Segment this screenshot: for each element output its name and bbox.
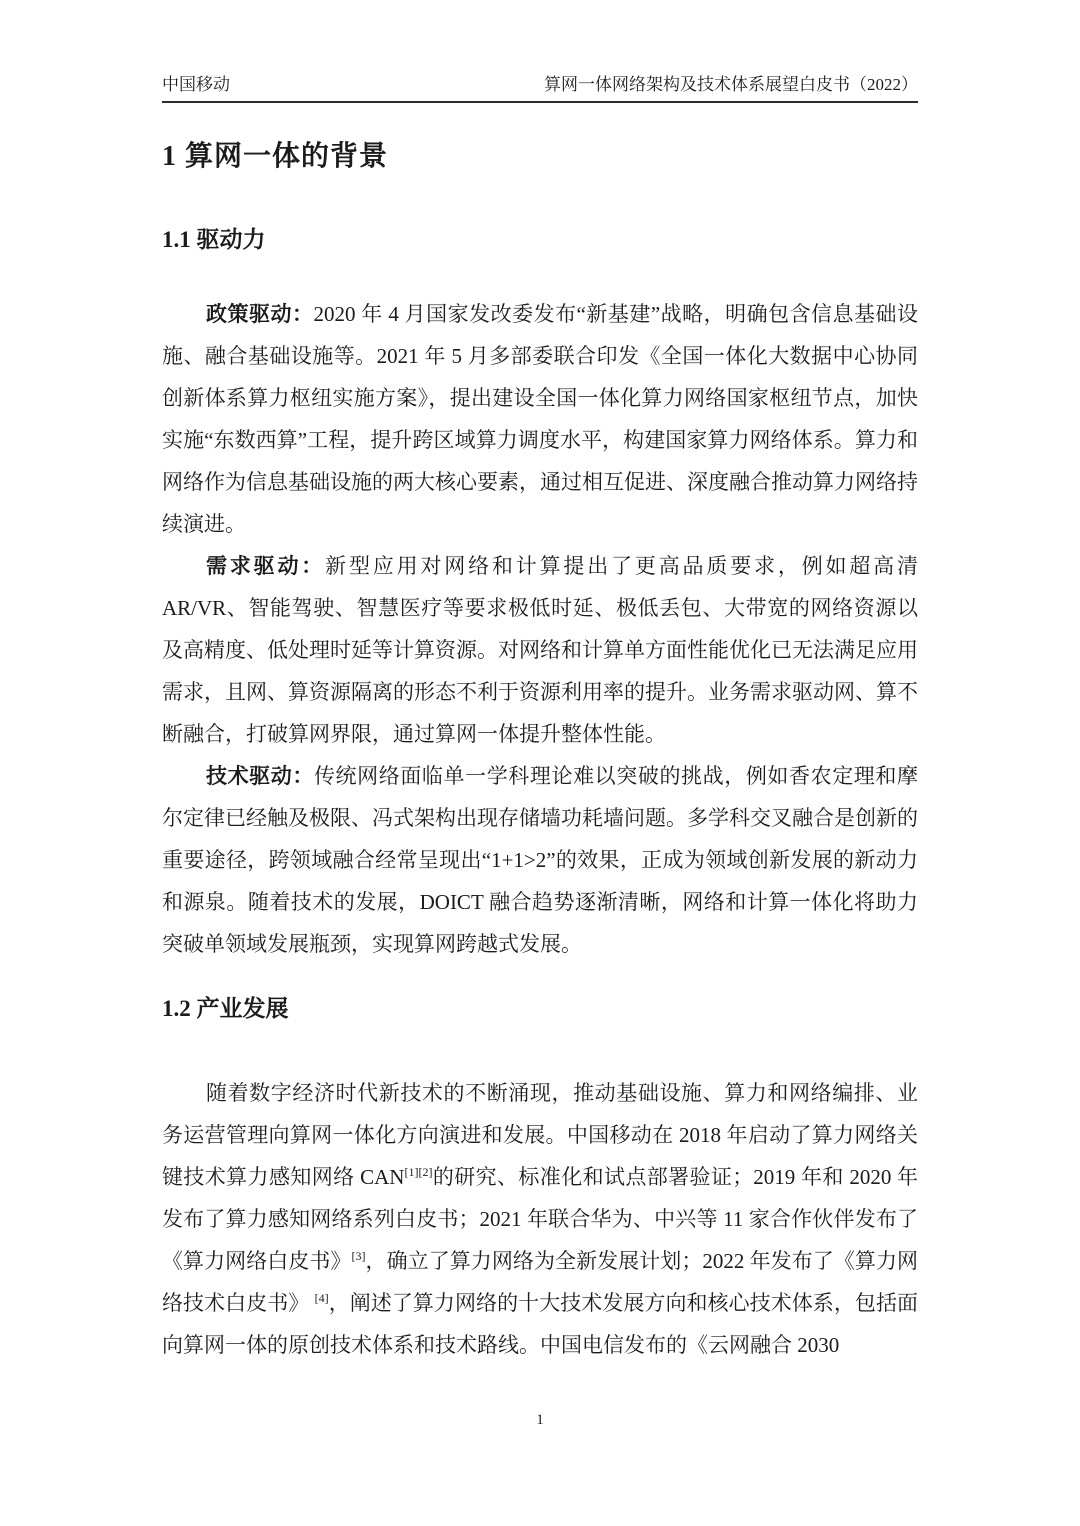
paragraph-technology-driver [162, 755, 918, 965]
paragraph-text-technology: 传统网络面临单一学科理论难以突破的挑战，例如香农定理和摩尔定律已经触及极限、冯式架构出现存储墙功耗墙问题。多学科交叉融合是创新的重要途径，跨领域融合经常呈现出“1+1>2”的效果，正成为领域创新发展的新动力和源泉。随着技术的发展，DOICT 融合趋势逐渐清晰，网络和计算一体化将助力突破单领域发展瓶颈，实现算网跨越式发展。 [162, 764, 918, 956]
paragraph-text-industry: 的研究、标准化和试点部署验证；2019 年和 2020 年发布了算力感知网络系列白皮书；2021 年联合华为、中兴等 11 家合作伙伴发布了《算力网络白皮书》 [162, 1165, 918, 1273]
citation-superscript: [4] [314, 1291, 329, 1305]
section-title-1-2: 1.2 产业发展 [162, 996, 289, 1021]
header-right-text: 算网一体网络架构及技术体系展望白皮书（2022） [544, 75, 918, 94]
page-header [162, 0, 918, 103]
paragraph-demand-driver [162, 545, 918, 755]
page-footer [162, 1412, 918, 1429]
page-number: 1 [536, 1412, 544, 1428]
citation-superscript: [1][2] [404, 1165, 433, 1179]
paragraph-text-industry: ，阐述了算力网络的十大技术发展方向和核心技术体系，包括面向算网一体的原创技术体系和技术路线。中国电信发布的《云网融合 2030 [162, 1291, 918, 1357]
section-title-1-1: 1.1 驱动力 [162, 227, 266, 252]
paragraph-text-demand: 新型应用对网络和计算提出了更高品质要求，例如超高清 AR/VR、智能驾驶、智慧医疗等要求极低时延、极低丢包、大带宽的网络资源以及高精度、低处理时延等计算资源。对网络和计算单方面性能优化已无法满足应用需求，且网、算资源隔离的形态不利于资源利用率的提升。业务需求驱动网、算不断融合，打破算网界限，通过算网一体提升整体性能。 [162, 554, 919, 746]
paragraph-text-industry: ，确立了算力网络为全新发展计划；2022 年发布了《算力网络技术白皮书》 [162, 1249, 919, 1315]
citation-superscript: [3] [351, 1249, 366, 1263]
paragraph-text-industry: 随着数字经济时代新技术的不断涌现，推动基础设施、算力和网络编排、业务运营管理向算网一体化方向演进和发展。中国移动在 2018 年启动了算力网络关键技术算力感知网络 CAN [162, 1081, 918, 1189]
chapter-title: 1 算网一体的背景 [162, 141, 389, 172]
header-left-text: 中国移动 [162, 75, 230, 94]
paragraph-text-policy: 2020 年 4 月国家发改委发布“新基建”战略，明确包含信息基础设施、融合基础设施等。2021 年 5 月多部委联合印发《全国一体化大数据中心协同创新体系算力枢纽实施方案》，提出建设全国一体化算力网络国家枢纽节点，加快实施“东数西算”工程，提升跨区域算力调度水平，构建国家算力网络体系。算力和网络作为信息基础设施的两大核心要素，通过相互促进、深度融合推动算力网络持续演进。 [162, 302, 919, 536]
paragraph-lead-demand: 需求驱动： [206, 554, 326, 578]
paragraph-industry-development [162, 1072, 918, 1366]
paragraph-policy-driver [162, 293, 918, 545]
paragraph-lead-technology: 技术驱动： [206, 764, 314, 788]
paragraph-lead-policy: 政策驱动： [206, 302, 314, 326]
